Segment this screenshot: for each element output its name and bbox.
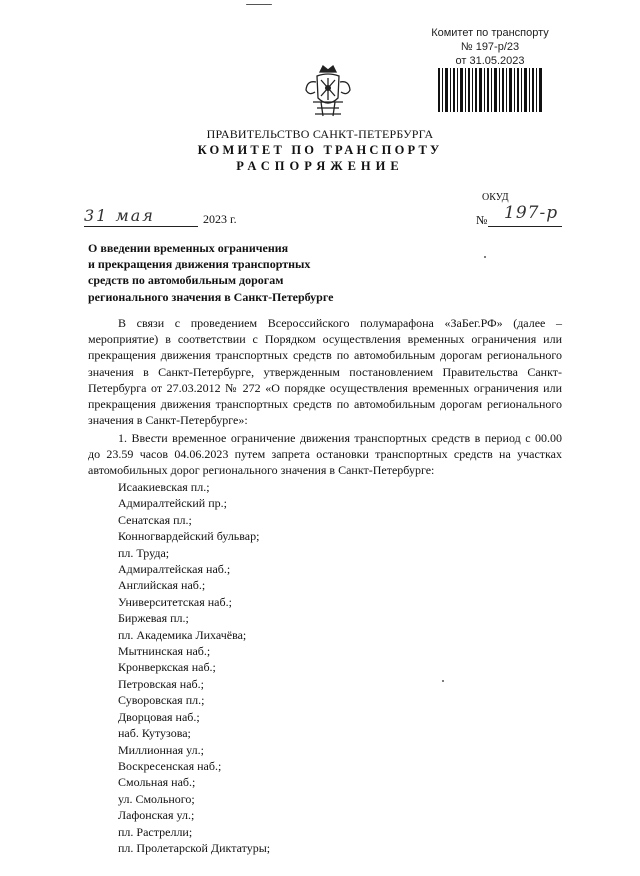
intro-paragraph: В связи с проведением Всероссийского полумарафона «ЗаБег.РФ» (далее – мероприятие) в соответствии с Порядком осуществления временных ограничения или прекращения движения транспортных средств по автомобильным дорогам регионального значения в Санкт-Петербурге, утвержденным постановлением Правительства Санкт-Петербурга от 27.03.2012 № 272 «О порядке осуществления временных ограничения или прекращения движения транспортных средств по автомобильным дорогам регионального значения в Санкт-Петербурге»: [88, 316, 562, 428]
government-title: ПРАВИТЕЛЬСТВО САНКТ-ПЕТЕРБУРГА [206, 127, 434, 141]
list-item: пл. Растрелли; [118, 824, 193, 839]
handwritten-number: 197-р [504, 203, 559, 223]
list-item: Мытнинская наб.; [118, 644, 211, 659]
committee-title: КОМИТЕТ ПО ТРАНСПОРТУ [197, 143, 443, 157]
list-item: пл. Академика Лихачёва; [118, 627, 247, 642]
list-item: Адмиралтейская наб.; [118, 562, 231, 577]
list-item: Дворцовая наб.; [118, 709, 200, 724]
list-item: пл. Пролетарской Диктатуры; [118, 840, 271, 855]
list-item: Сенатская пл.; [118, 512, 192, 527]
coat-of-arms-emblem [303, 62, 353, 122]
stamp-date: от 31.05.2023 [455, 55, 525, 67]
list-item: пл. Труда; [118, 545, 170, 560]
year: 2023 г. [203, 212, 237, 226]
stamp-committee: Комитет по транспорту [431, 27, 549, 39]
list-item: Миллионная ул.; [118, 742, 204, 757]
list-item: Кронверкская наб.; [118, 660, 216, 675]
list-item: Университетская наб.; [118, 594, 232, 609]
date-underline [84, 226, 198, 227]
stamp-number: № 197-р/23 [460, 41, 520, 53]
title-line: О введении временных ограничения [88, 241, 289, 255]
street-list [118, 479, 270, 856]
list-item: Лафонская ул.; [118, 808, 195, 823]
list-item: Конногвардейский бульвар; [118, 529, 260, 544]
okud-label: ОКУД [482, 192, 509, 203]
list-item: Суворовская пл.; [118, 693, 205, 708]
list-item: Петровская наб.; [118, 676, 204, 691]
number-underline [488, 226, 562, 227]
number-label: № [476, 213, 488, 227]
list-item: Исаакиевская пл.; [118, 480, 210, 494]
registration-stamp [418, 26, 562, 68]
list-item: Смольная наб.; [118, 775, 196, 790]
scan-speck [484, 256, 486, 258]
scan-speck [246, 4, 272, 5]
document-title [88, 240, 333, 305]
scan-speck [442, 680, 444, 682]
title-line: регионального значения в Санкт-Петербурге [88, 289, 334, 304]
list-item: Английская наб.; [118, 578, 206, 593]
title-line: средств по автомобильным дорогам [88, 273, 284, 288]
item-1-paragraph: 1. Ввести временное ограничение движения транспортных средств в период с 00.00 до 23.59 часов 04.06.2023 путем запрета остановки транспортных средств на участках автомобильных дорог регионального значения в Санкт-Петербурге: [88, 431, 562, 478]
list-item: Биржевая пл.; [118, 611, 189, 626]
list-item: наб. Кутузова; [118, 726, 191, 741]
list-item: Воскресенская наб.; [118, 758, 222, 773]
list-item: ул. Смольного; [118, 791, 195, 806]
document-type: РАСПОРЯЖЕНИЕ [236, 159, 404, 173]
handwritten-date: 31 мая [84, 206, 155, 225]
barcode [438, 68, 542, 112]
title-line: и прекращения движения транспортных [88, 257, 311, 272]
list-item: Адмиралтейский пр.; [118, 496, 227, 511]
